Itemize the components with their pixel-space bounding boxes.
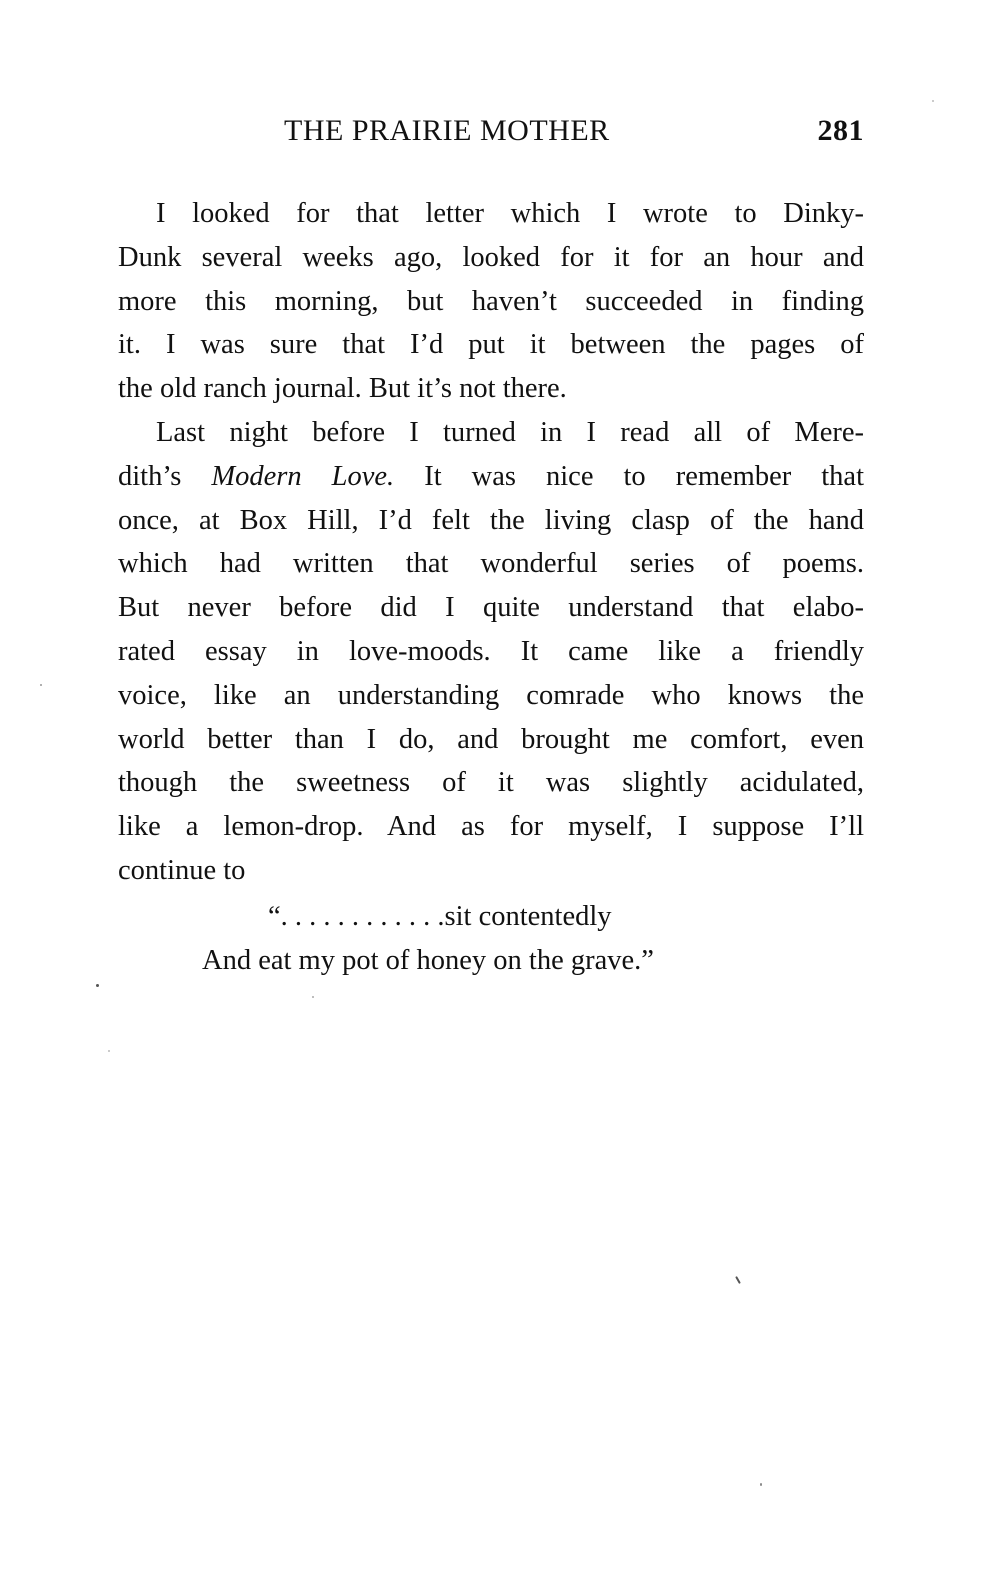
text-fragment: dith’s <box>118 460 212 492</box>
text-line: I looked for that letter which I wrote to Dinky- <box>156 198 864 229</box>
scan-speck <box>932 100 934 102</box>
text-line: Dunk several weeks ago, looked for it for an hour and <box>118 241 864 273</box>
verse-line: And eat my pot of honey on the grave.” <box>202 945 654 976</box>
scan-speck <box>760 1483 762 1486</box>
text-line-with-title <box>118 455 864 499</box>
scan-speck <box>40 684 42 686</box>
running-header <box>118 114 864 158</box>
text-line: world better than I do, and brought me comfort, even <box>118 723 864 755</box>
text-line: But never before did I quite understand that elabo- <box>118 592 864 624</box>
verse-quotation <box>118 895 864 983</box>
text-line: rated essay in love-moods. It came like a friendly <box>118 635 864 667</box>
verse-line: “. . . . . . . . . . . .sit contentedly <box>268 901 612 932</box>
scan-speck <box>735 1276 741 1284</box>
text-line: like a lemon-drop. And as for myself, I suppose I’ll <box>118 811 864 843</box>
text-line: continue to <box>118 854 246 886</box>
scan-speck <box>96 984 99 987</box>
paragraph-2 <box>118 411 864 893</box>
scan-speck <box>108 1050 110 1052</box>
text-line: the old ranch journal. But it’s not there. <box>118 373 567 405</box>
running-title: THE PRAIRIE MOTHER <box>284 114 610 147</box>
text-line: Last night before I turned in I read all of Mere- <box>156 416 864 448</box>
scan-speck <box>312 996 314 998</box>
text-line: it. I was sure that I’d put it between the pages of <box>118 329 864 361</box>
text-line: though the sweetness of it was slightly acidulated, <box>118 767 864 799</box>
body-text <box>118 192 864 893</box>
text-fragment: It was nice to remember that <box>394 460 864 492</box>
text-line: which had written that wonderful series of poems. <box>118 548 864 580</box>
text-line: more this morning, but haven’t succeeded in finding <box>118 285 864 317</box>
paragraph-1 <box>118 192 864 411</box>
text-line: once, at Box Hill, I’d felt the living clasp of the hand <box>118 504 864 536</box>
book-title-italic: Modern Love. <box>211 460 395 492</box>
text-line: voice, like an understanding comrade who knows the <box>118 679 864 711</box>
page-number: 281 <box>817 114 864 147</box>
